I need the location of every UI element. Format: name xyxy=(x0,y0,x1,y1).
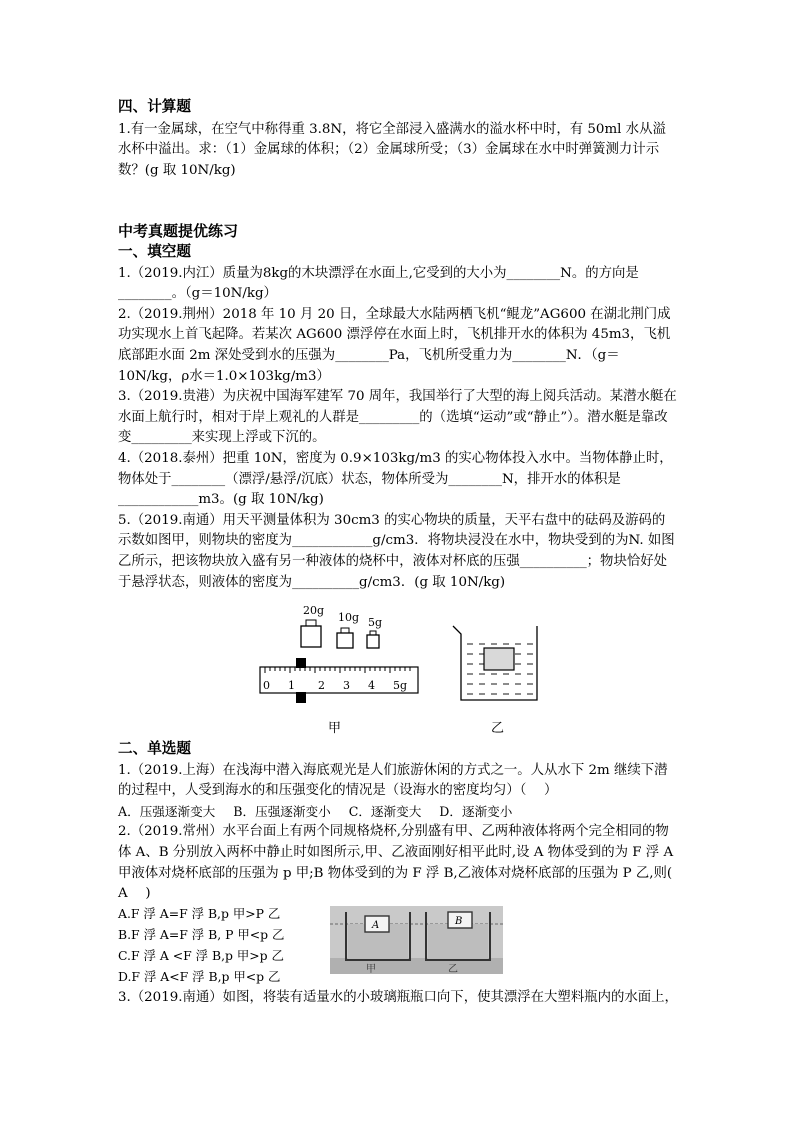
cup-label-yi: 乙 xyxy=(448,964,458,974)
fill-item-4: 4.（2018.泰州）把重 10N，密度为 0.9×103kg/m3 的实心物体投入水中。当物体静止时，物体处于________（漂浮/悬浮/沉底）状态，物体所受为________N，排开水的体积是____________m3。(g 取 10N/kg) xyxy=(118,450,673,508)
object-a-label: A xyxy=(372,920,380,931)
q1-option-c: C．逐渐变大 xyxy=(348,803,422,819)
fill-item-5: 5.（2019.南通）用天平测量体积为 30cm3 的实心物块的质量，天平右盘中的砝码及游码的示数如图甲，则物块的密度为____________g/cm3．将物块浸没在水中，物块受到的为N. 如图乙所示，把该物块放入盛有另一种液体的烧杯中，液体对杯底的压强__________；物块恰好处于悬浮状态，则液体的密度为__________g/cm3．(g 取 10N/kg) xyxy=(118,512,675,590)
fill-heading: 一、填空题 xyxy=(118,243,191,260)
ruler-tick-3: 3 xyxy=(343,679,350,692)
weight-label-10g: 10g xyxy=(338,611,360,624)
section-4 xyxy=(118,97,678,181)
cup-label-jia: 甲 xyxy=(366,964,376,974)
figure-label-jia: 甲 xyxy=(328,721,342,736)
balance-figure xyxy=(255,600,545,710)
ruler-tick-5g: 5g xyxy=(393,679,408,692)
q1-options xyxy=(118,802,678,823)
fill-item-3: 3.（2019.贵港）为庆祝中国海军建军 70 周年，我国举行了大型的海上阅兵活动。某潜水艇在水面上航行时，相对于岸上观礼的人群是_________的（选填“运动”或“静止”）。潜水艇是靠改变_________来实现上浮或下沉的。 xyxy=(118,389,677,446)
weight-20g-icon xyxy=(306,620,316,626)
single-question-3: 3.（2019.南通）如图，将装有适量水的小玻璃瓶瓶口向下，使其漂浮在大塑料瓶内的水面上， xyxy=(118,990,678,1005)
q1-option-d: D．逐渐变小 xyxy=(439,803,513,819)
ruler-tick-0: 0 xyxy=(263,679,270,692)
q1-option-b: B．压强逐渐变小 xyxy=(233,803,331,819)
q1-option-a: A．压强逐渐变大 xyxy=(118,803,216,819)
fill-item-2: 2.（2019.荆州）2018 年 10 月 20 日，全球最大水陆两栖飞机“鲲龙”AG600 在湖北荆门成功实现水上首飞起降。若某次 AG600 漂浮停在水面上时，飞机排开水的体积为 45m3，飞机底部距水面 2m 深处受到水的压强为________Pa，飞机所受重力为________N．（g＝10N/kg，ρ水＝1.0×103kg/m3） xyxy=(118,306,671,384)
object-b-label: B xyxy=(455,916,463,927)
weight-label-5g: 5g xyxy=(368,616,383,629)
weight-label-20g: 20g xyxy=(303,604,325,617)
single-question-2: 2.（2019.常州）水平台面上有两个同规格烧杯,分别盛有甲、乙两种液体将两个完全相同的物体 A、B 分别放入两杯中静止时如图所示,甲、乙液面刚好相平此时,设 A 物体受到的为 F 浮 A 甲液体对烧杯底部的压强为 p 甲;B 物体受到的为 F 浮 B,乙液体对烧杯底部的压强为 P 乙,则( A ) xyxy=(118,824,690,902)
fill-section xyxy=(118,242,678,593)
fill-item-1: 1.（2019.内江）质量为8kg的木块漂浮在水面上,它受到的大小为________N。的方向是________。（g＝10N/kg） xyxy=(118,265,639,302)
q2-option-b: B.F 浮 A=F 浮 B, P 甲<p 乙 xyxy=(118,927,285,942)
rider-bottom xyxy=(296,692,306,703)
weight-10g-icon xyxy=(341,628,349,633)
single-question-1: 1.（2019.上海）在浅海中潜入海底观光是人们旅游休闲的方式之一。人从水下 2m 继续下潜的过程中，人受到海水的和压强变化的情况是（设海水的密度均匀）（ ） xyxy=(118,762,668,799)
ruler-tick-1: 1 xyxy=(288,679,295,692)
q2-option-c: C.F 浮 A <F 浮 B,p 甲>p 乙 xyxy=(118,948,284,963)
single-section xyxy=(118,739,690,905)
two-cups-figure xyxy=(330,906,503,974)
q2-option-a: A.F 浮 A=F 浮 B,p 甲>P 乙 xyxy=(118,906,281,921)
suspended-block xyxy=(484,648,514,670)
ruler-tick-2: 2 xyxy=(318,679,325,692)
calc-question-1: 1.有一金属球，在空气中称得重 3.8N，将它全部浸入盛满水的溢水杯中时，有 50ml 水从溢水杯中溢出。求：（1）金属球的体积；（2）金属球所受；（3）金属球在水中时弹簧测力计示数？(g 取 10N/kg) xyxy=(118,121,666,178)
single-heading: 二、单选题 xyxy=(118,740,191,757)
rider-top xyxy=(296,658,306,668)
ruler-tick-4: 4 xyxy=(368,679,375,692)
figure-label-yi: 乙 xyxy=(491,721,505,736)
q2-option-d: D.F 浮 A<F 浮 B,p 甲<p 乙 xyxy=(118,969,281,984)
section-4-heading: 四、计算题 xyxy=(118,98,191,115)
practice-title: 中考真题提优练习 xyxy=(118,222,239,240)
